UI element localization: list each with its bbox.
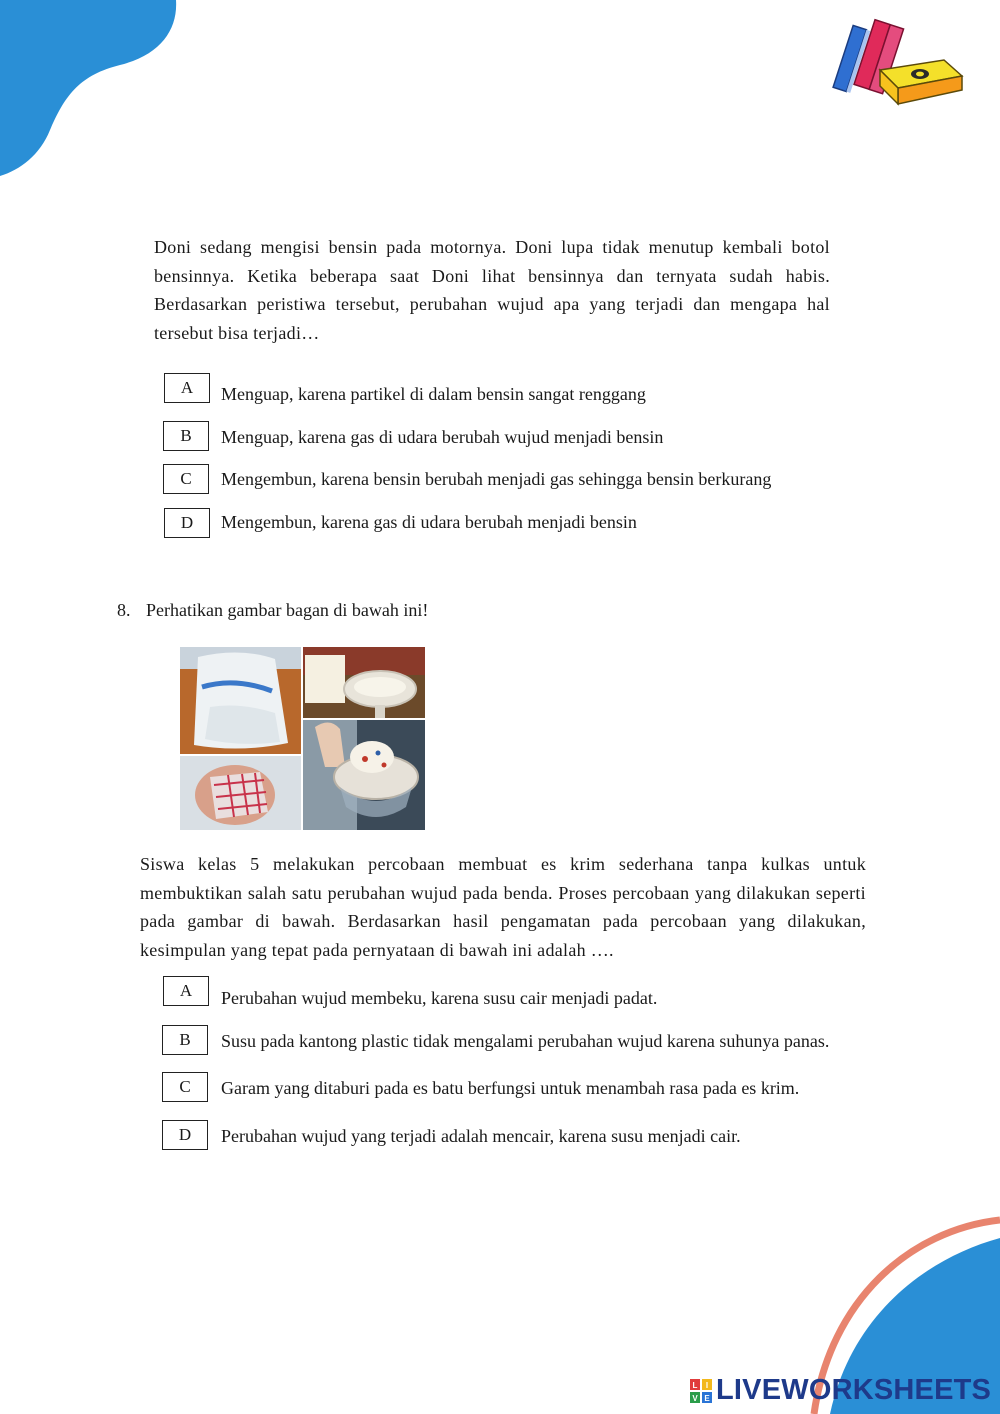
question-8-option-d-text: Perubahan wujud yang terjadi adalah mencair, karena susu menjadi cair. xyxy=(221,1126,741,1146)
question-7-text: Doni sedang mengisi bensin pada motornya. Doni lupa tidak menutup kembali botol bensinnya. Ketika beberapa saat Doni lihat bensinnya dan ternyata sudah habis. Berdasarkan peristiwa tersebut, perubahan wujud apa yang terjadi dan mengapa hal tersebut bisa terjadi… xyxy=(154,237,830,343)
question-8-option-c-box[interactable]: C xyxy=(162,1072,208,1102)
corner-blob-decoration xyxy=(0,0,180,180)
question-8-option-b-text: Susu pada kantong plastic tidak mengalami perubahan wujud karena suhunya panas. xyxy=(221,1031,830,1051)
svg-text:V: V xyxy=(692,1393,698,1403)
question-7-option-b-text: Menguap, karena gas di udara berubah wujud menjadi bensin xyxy=(221,427,664,447)
books-icon xyxy=(832,18,967,113)
question-7-option-a-box[interactable]: A xyxy=(164,373,210,403)
svg-text:E: E xyxy=(704,1393,710,1403)
question-8-number: 8. xyxy=(117,600,131,620)
liveworksheets-logo xyxy=(690,1374,991,1407)
ice-cream-experiment-photo xyxy=(180,647,425,830)
question-8-heading xyxy=(117,600,428,621)
question-8-option-c-text: Garam yang ditaburi pada es batu berfungsi untuk menambah rasa pada es krim. xyxy=(221,1078,800,1098)
question-8-option-d-box[interactable]: D xyxy=(162,1120,208,1150)
question-7-option-c-box[interactable]: C xyxy=(163,464,209,494)
question-8-option-b-box[interactable]: B xyxy=(162,1025,208,1055)
question-7-option-d-text: Mengembun, karena gas di udara berubah menjadi bensin xyxy=(221,512,637,532)
question-7-option-a-text: Menguap, karena partikel di dalam bensin sangat renggang xyxy=(221,384,646,404)
question-8-option-a-box[interactable]: A xyxy=(163,976,209,1006)
question-7-option-d-box[interactable]: D xyxy=(164,508,210,538)
liveworksheets-wordmark: LIVEWORKSHEETS xyxy=(716,1374,992,1406)
svg-text:L: L xyxy=(692,1380,698,1390)
question-8-heading-text: Perhatikan gambar bagan di bawah ini! xyxy=(146,600,429,620)
liveworksheets-icon xyxy=(690,1379,712,1403)
question-7-option-c-text: Mengembun, karena bensin berubah menjadi gas sehingga bensin berkurang xyxy=(221,469,772,489)
question-8-option-a-text: Perubahan wujud membeku, karena susu cair menjadi padat. xyxy=(221,988,658,1008)
question-7-option-b-box[interactable]: B xyxy=(163,421,209,451)
svg-text:I: I xyxy=(705,1380,709,1390)
question-8-text: Siswa kelas 5 melakukan percobaan membuat es krim sederhana tanpa kulkas untuk membuktikan salah satu perubahan wujud pada benda. Proses percobaan yang dilakukan seperti pada gambar di bawah. Berdasarkan hasil pengamatan pada percobaan yang dilakukan, kesimpulan yang tepat pada pernyataan di bawah ini adalah …. xyxy=(140,854,866,960)
